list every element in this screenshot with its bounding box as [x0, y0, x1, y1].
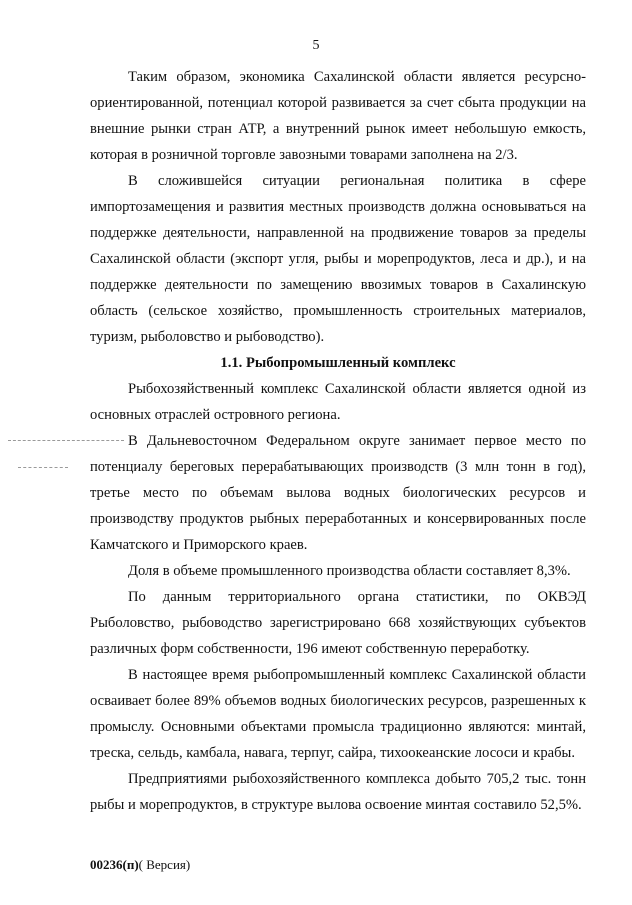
paragraph-fishing-complex: Рыбохозяйственный комплекс Сахалинской области является одной из основных отраслей островного региона.	[90, 381, 586, 423]
paragraph-statistics: По данным территориального органа статистики, по ОКВЭД Рыболовство, рыбоводство зарегистрировано 668 хозяйствующих субъектов различных форм собственности, 196 имеют собственную переработку.	[90, 589, 586, 657]
document-code: 00236(п)	[90, 857, 139, 872]
document-body	[90, 64, 586, 818]
paragraph-catch-objects: В настоящее время рыбопромышленный комплекс Сахалинской области осваивает более 89% объемов водных биологических ресурсов, разрешенных к промыслу. Основными объектами промысла традиционно являются: минтай, треска, сельдь, камбала, навага, терпуг, сайра, тихоокеанские лососи и крабы.	[90, 667, 586, 761]
document-footer	[90, 857, 190, 873]
scan-artifact-line	[8, 440, 124, 441]
page-number: 5	[312, 38, 320, 53]
scan-artifact-line	[18, 467, 68, 468]
document-version: ( Версия)	[138, 857, 191, 872]
paragraph-import-substitution: В сложившейся ситуации региональная политика в сфере импортозамещения и развития местных производств должна основываться на поддержке деятельности, направленной на продвижение товаров за пределы Сахалинской области (экспорт угля, рыбы и морепродуктов, леса и др.), и на поддержке деятельности по замещению ввозимых товаров в Сахалинскую область (сельское хозяйство, промышленность строительных материалов, туризм, рыболовство и рыбоводство).	[90, 173, 586, 345]
section-title: 1.1. Рыбопромышленный комплекс	[220, 355, 456, 371]
paragraph-far-east-ranking: В Дальневосточном Федеральном округе занимает первое место по потенциалу береговых перерабатывающих производств (3 млн тонн в год), третье место по объемам вылова водных биологических ресурсов и производству продуктов рыбных переработанных и консервированных после Камчатского и Приморского краев.	[90, 433, 586, 553]
paragraph-catch-volume: Предприятиями рыбохозяйственного комплекса добыто 705,2 тыс. тонн рыбы и морепродуктов, в структуре вылова освоение минтая составило 52,5%.	[90, 771, 586, 813]
paragraph-economy: Таким образом, экономика Сахалинской области является ресурсно-ориентированной, потенциал которой развивается за счет сбыта продукции на внешние рынки стран АТР, а внутренний рынок имеет небольшую емкость, которая в розничной торговле завозными товарами заполнена на 2/3.	[90, 69, 586, 163]
paragraph-industry-share: Доля в объеме промышленного производства области составляет 8,3%.	[128, 563, 571, 579]
